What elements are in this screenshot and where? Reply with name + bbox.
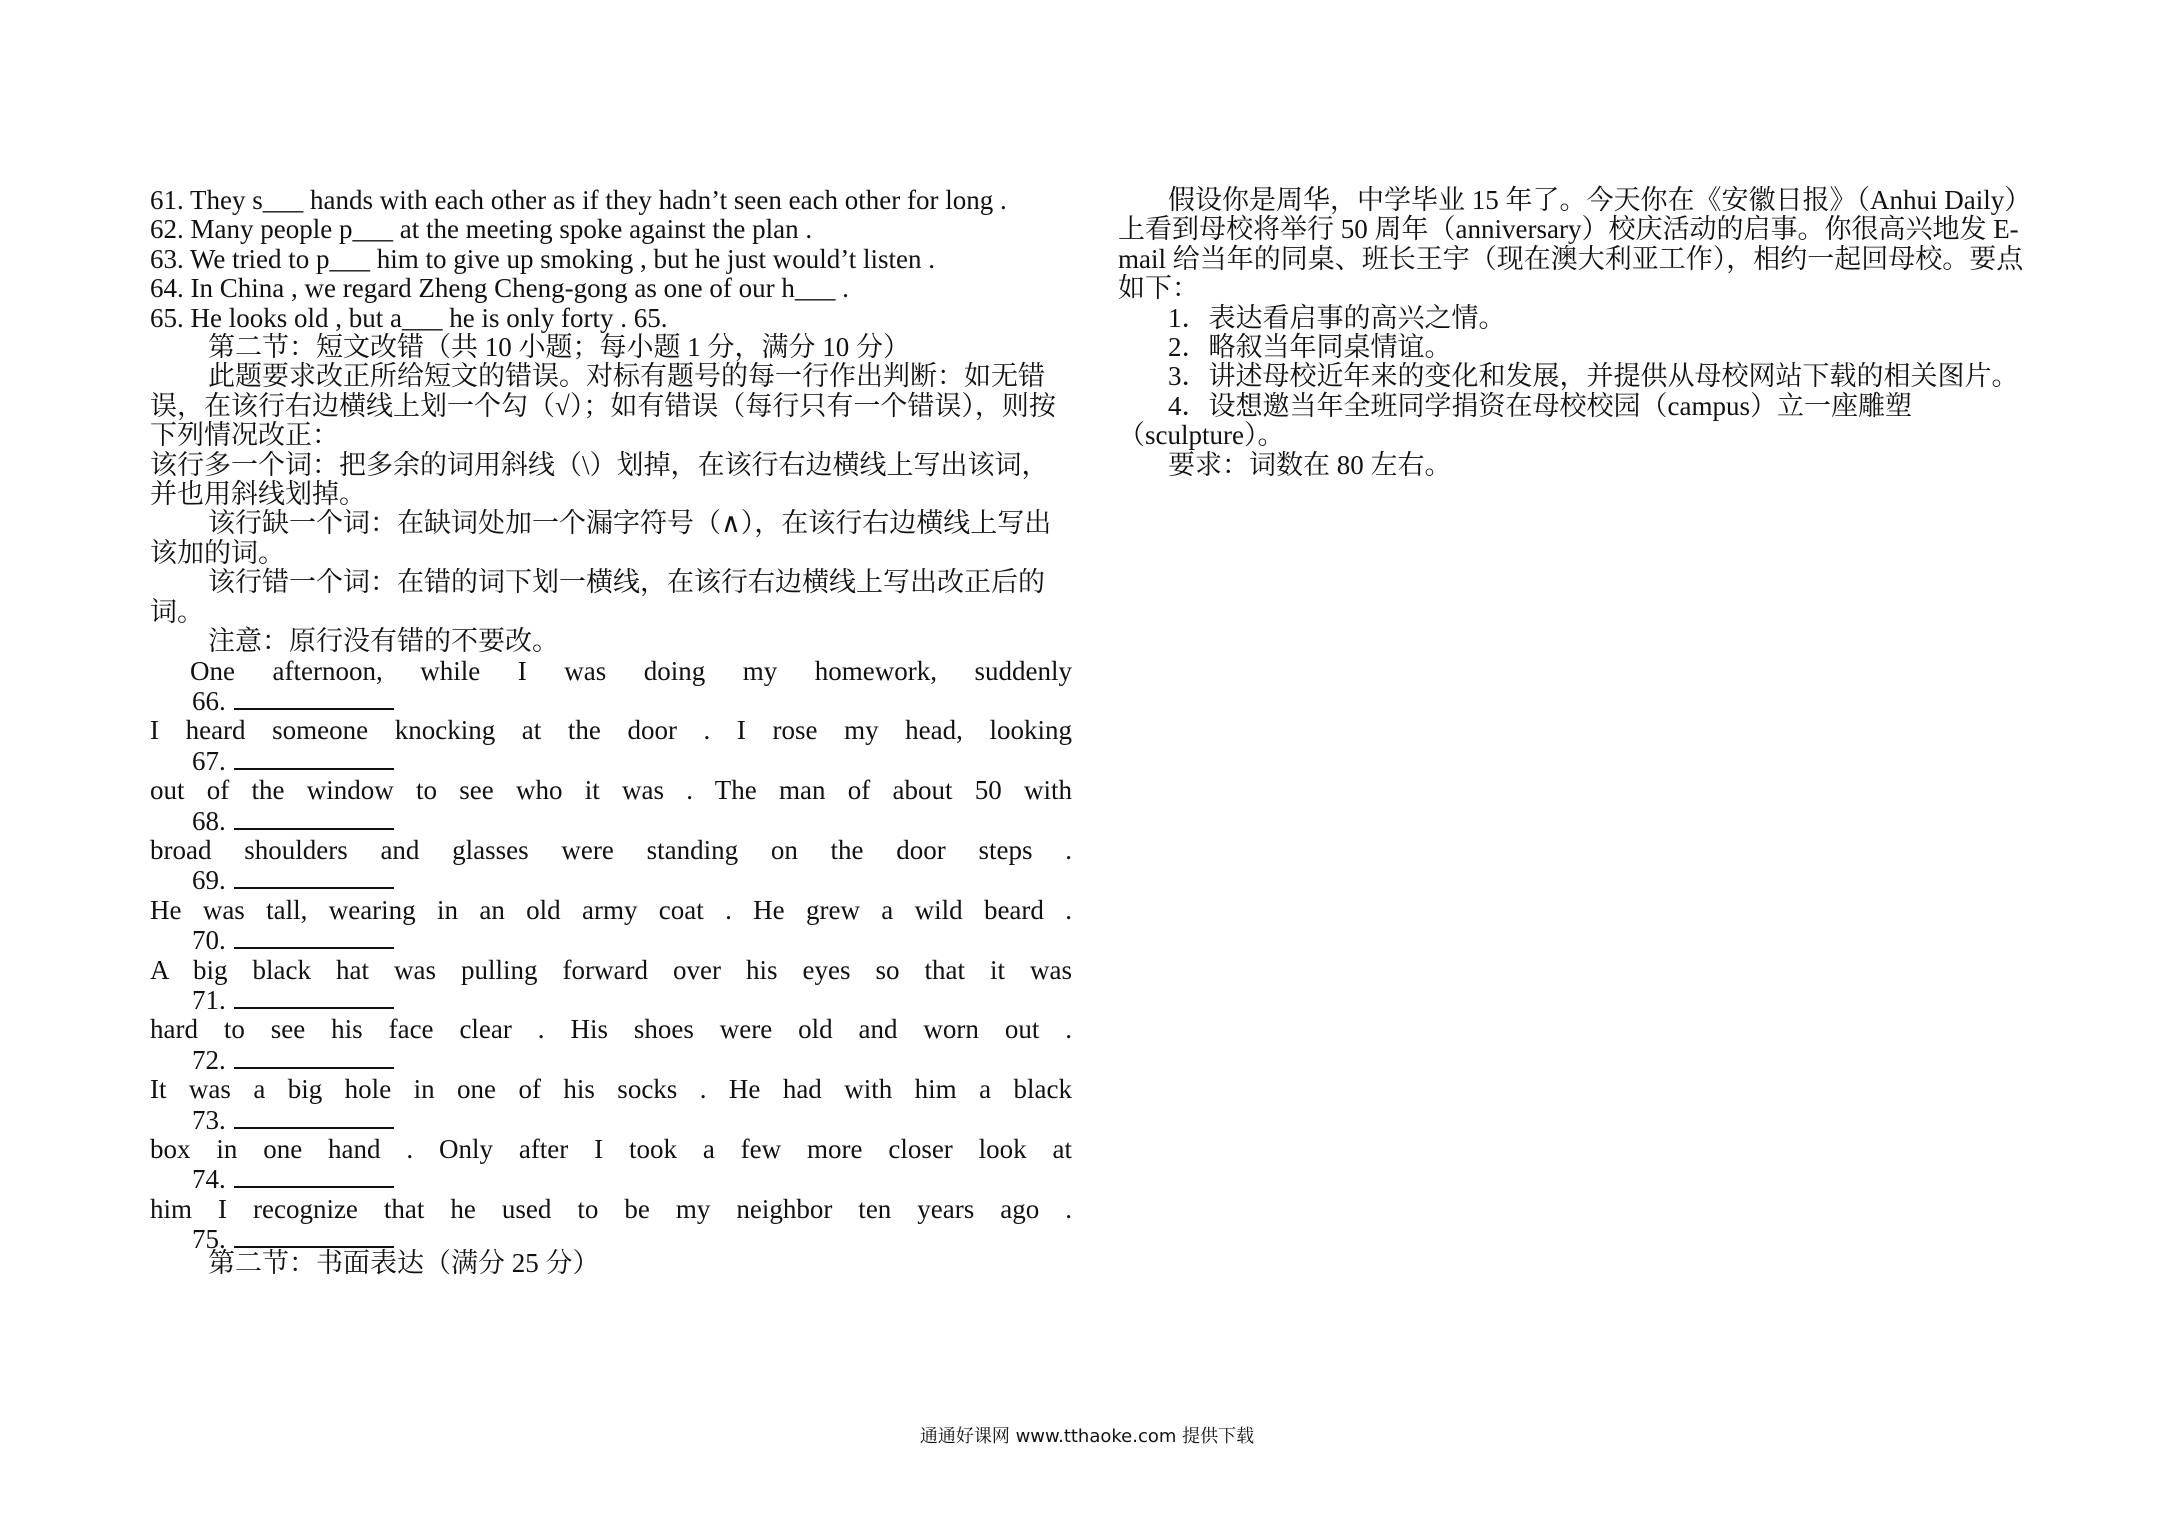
- answer-blank[interactable]: [234, 925, 394, 949]
- answer-blank[interactable]: [234, 806, 394, 830]
- passage-line: A big black hat was pulling forward over his eyes so that it was: [150, 954, 1072, 985]
- passage-line: One afternoon, while I was doing my homework, suddenly: [190, 655, 1072, 686]
- answer-blank[interactable]: [234, 746, 394, 770]
- answer-blank[interactable]: [234, 1224, 394, 1248]
- passage-line: It was a big hole in one of his socks . He had with him a black: [150, 1074, 1072, 1105]
- requirement: 要求：词数在 80 左右。: [1168, 449, 1452, 480]
- passage-line: him I recognize that he used to be my neighbor ten years ago .: [150, 1193, 1072, 1224]
- vocab-item: 63. We tried to p___ him to give up smoking , but he just would’t listen .: [150, 243, 936, 274]
- section-title: 第二节：书面表达（满分 25 分）: [208, 1247, 600, 1278]
- point-item: 3．讲述母校近年来的变化和发展，并提供从母校网站下载的相关图片。: [1168, 361, 2019, 392]
- item-number: 67.: [192, 745, 226, 776]
- item-number: 72.: [192, 1044, 226, 1075]
- instructions-note: 注意：原行没有错的不要改。: [208, 626, 559, 657]
- passage-line: I heard someone knocking at the door . I rose my head, looking: [150, 715, 1072, 746]
- instructions-intro: 此题要求改正所给短文的错误。对标有题号的每一行作出判断：如无错误，在该行右边横线上划一个勾（√）；如有错误（每行只有一个错误），则按下列情况改正：: [150, 361, 1056, 451]
- answer-row: [150, 925, 1072, 955]
- item-number: 71.: [192, 984, 226, 1015]
- passage-line: box in one hand . Only after I took a few more closer look at: [150, 1134, 1072, 1164]
- point-item: 4．设想邀当年全班同学捐资在母校校园（campus）立一座雕塑（sculpture）。: [1118, 390, 1912, 451]
- item-number: 75.: [192, 1224, 226, 1255]
- answer-row: [150, 1105, 1072, 1135]
- vocab-item: 64. In China , we regard Zheng Cheng-gong as one of our h___ .: [150, 273, 849, 304]
- item-number: 69.: [192, 865, 226, 896]
- answer-blank[interactable]: [234, 985, 394, 1009]
- instructions-missing: 该行缺一个词：在缺词处加一个漏字符号（∧），在该行右边横线上写出该加的词。: [150, 508, 1052, 568]
- writing-prompt: 假设你是周华，中学毕业 15 年了。今天你在《安徽日报》（Anhui Daily）上看到母校将举行 50 周年（anniversary）校庆活动的启事。你很高兴地发 E-mail 给当年的同桌、班长王宇（现在澳大利亚工作），相约一起回母校。要点如下：: [1118, 185, 2032, 304]
- instructions-extra: 该行多一个词：把多余的词用斜线（\）划掉，在该行右边横线上写出该词，并也用斜线划掉。: [150, 449, 1049, 510]
- item-number: 66.: [192, 685, 226, 716]
- answer-row: [150, 1045, 1072, 1075]
- point-item: 1．表达看启事的高兴之情。: [1168, 302, 1506, 333]
- item-number: 73.: [192, 1104, 226, 1135]
- answer-row: [150, 865, 1072, 895]
- passage-line: He was tall, wearing in an old army coat . He grew a wild beard .: [150, 894, 1072, 925]
- left-column: [150, 186, 1072, 1278]
- passage-line: out of the window to see who it was . The man of about 50 with: [150, 775, 1072, 806]
- vocab-item: 62. Many people p___ at the meeting spoke against the plan .: [150, 214, 813, 245]
- answer-blank[interactable]: [234, 1105, 394, 1129]
- answer-blank[interactable]: [234, 1045, 394, 1069]
- instructions-wrong: 该行错一个词：在错的词下划一横线，在该行右边横线上写出改正后的词。: [150, 567, 1045, 627]
- answer-blank[interactable]: [234, 865, 394, 889]
- answer-blank[interactable]: [234, 686, 394, 710]
- point-item: 2．略叙当年同桌情谊。: [1168, 332, 1452, 363]
- answer-row: [150, 746, 1072, 776]
- right-column: [1118, 186, 2042, 480]
- item-number: 70.: [192, 925, 226, 956]
- item-number: 68.: [192, 805, 226, 836]
- answer-blank[interactable]: [234, 1164, 394, 1188]
- vocab-item: 65. He looks old , but a___ he is only forty . 65.: [150, 302, 668, 333]
- footer-source: 通通好课网 www.tthaoke.com 提供下载: [919, 1426, 1255, 1447]
- passage-line: broad shoulders and glasses were standing on the door steps .: [150, 834, 1072, 865]
- section-title: 第二节：短文改错（共 10 小题；每小题 1 分，满分 10 分）: [208, 332, 910, 363]
- answer-row: [150, 686, 1072, 716]
- item-number: 74.: [192, 1164, 226, 1195]
- answer-row: [150, 806, 1072, 836]
- passage-line: hard to see his face clear . His shoes were old and worn out .: [150, 1014, 1072, 1045]
- vocab-item: 61. They s___ hands with each other as if they hadn’t seen each other for long .: [150, 185, 1007, 215]
- passage: [150, 657, 1072, 1255]
- answer-row: [150, 1164, 1072, 1194]
- answer-row: [150, 985, 1072, 1015]
